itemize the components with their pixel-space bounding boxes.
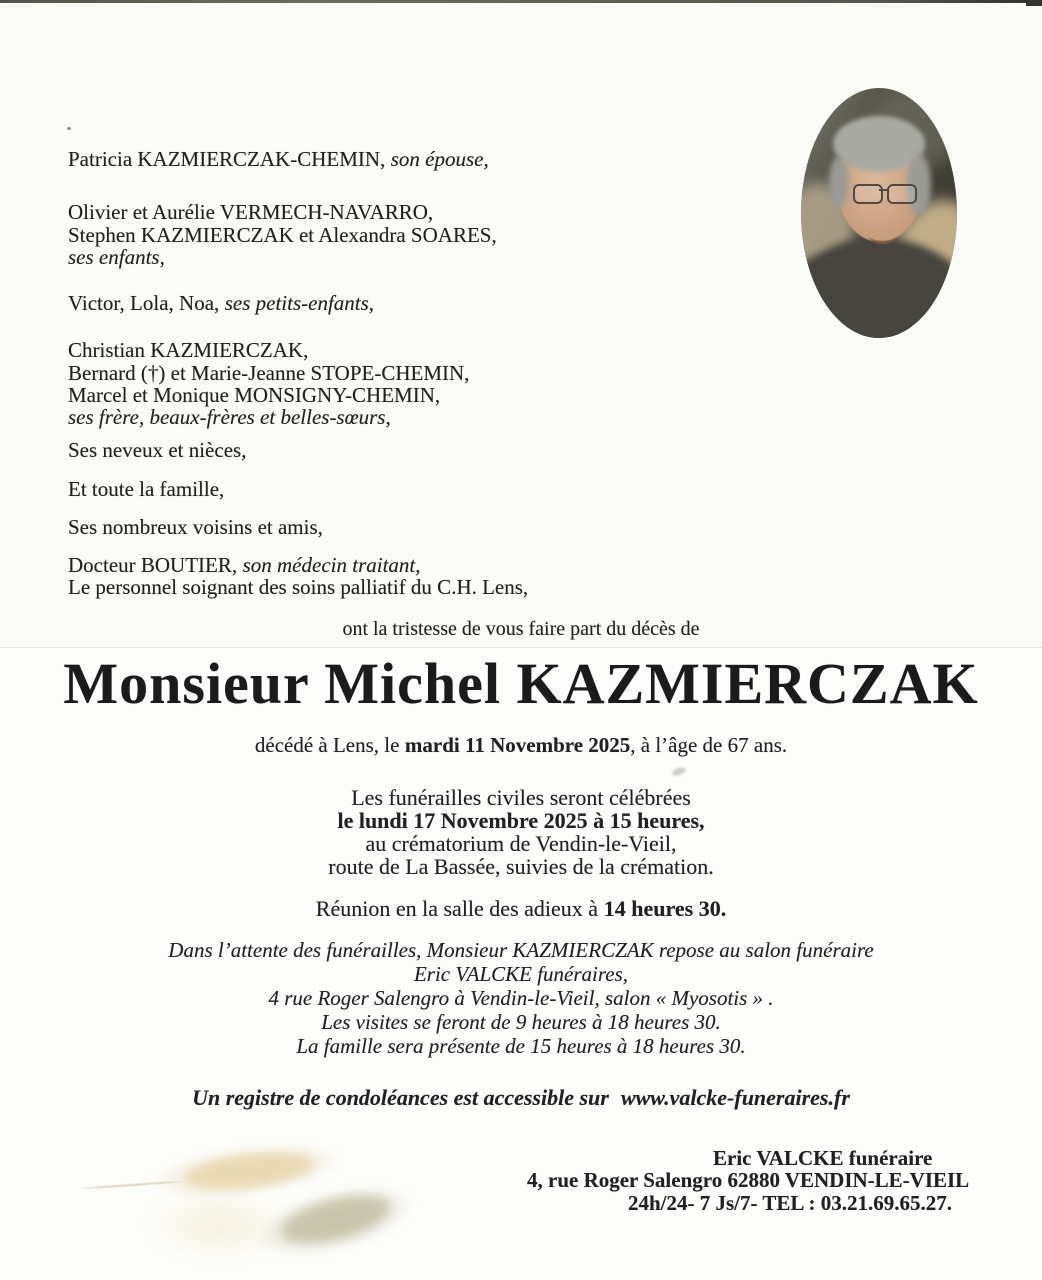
repose-line-4: Les visites se feront de 9 heures à 18 heures 30. — [321, 1010, 721, 1034]
family-line-doctor — [68, 554, 421, 577]
family-line-children-2: Stephen KAZMIERCZAK et Alexandra SOARES, — [68, 223, 497, 247]
deceased-portrait-photo — [801, 88, 957, 338]
condolences-prefix: Un registre de condoléances est accessible sur — [192, 1085, 609, 1110]
scan-speck — [67, 127, 71, 130]
photo-smile — [869, 228, 897, 244]
family-line-siblings-2: Bernard (†) et Marie-Jeanne STOPE-CHEMIN, — [68, 361, 470, 385]
spouse-names: Patricia KAZMIERCZAK-CHEMIN, — [68, 147, 386, 171]
gathering-time: 14 heures 30. — [603, 896, 727, 921]
family-line-care-staff: Le personnel soignant des soins palliatif du C.H. Lens, — [68, 575, 529, 599]
gathering-prefix: Réunion en la salle des adieux à — [315, 896, 599, 921]
family-line-whole-family: Et toute la famille, — [68, 477, 225, 501]
family-line-grandchildren — [68, 292, 374, 315]
spouse-relation: son épouse, — [390, 147, 489, 171]
photo-glasses — [853, 184, 883, 204]
ceremony-line-4: route de La Bassée, suivies de la crémation. — [328, 854, 714, 879]
funeral-home-address: 4, rue Roger Salengro 62880 VENDIN-LE-VIEIL — [527, 1168, 970, 1192]
photo-glasses — [887, 184, 917, 204]
photo-sweater — [801, 238, 957, 338]
repose-line-3: 4 rue Roger Salengro à Vendin-le-Vieil, salon « Myosotis » . — [268, 986, 774, 1010]
repose-line-1: Dans l’attente des funérailles, Monsieur KAZMIERCZAK repose au salon funéraire — [168, 938, 874, 962]
family-line-siblings-1: Christian KAZMIERCZAK, — [68, 338, 309, 362]
scan-corner-mark — [1026, 0, 1042, 6]
repose-line-5: La famille sera présente de 15 heures à 18 heures 30. — [296, 1034, 746, 1058]
family-line-spouse — [68, 148, 489, 171]
doctor-names: Docteur BOUTIER, — [68, 553, 238, 577]
grandchildren-names: Victor, Lola, Noa, — [68, 291, 220, 315]
gathering-line — [0, 896, 1042, 922]
ceremony-line-2: le lundi 17 Novembre 2025 à 15 heures, — [337, 808, 705, 833]
scan-seam-line — [0, 647, 1042, 648]
photo-glasses — [879, 189, 888, 191]
ceremony-line-3: au crématorium de Vendin-le-Vieil, — [365, 831, 677, 856]
deceased-name-title: Monsieur Michel KAZMIERCZAK — [63, 651, 979, 716]
grandchildren-relation: ses petits-enfants, — [224, 291, 375, 315]
scan-smudge — [671, 766, 687, 777]
repose-line-2: Eric VALCKE funéraires, — [413, 962, 629, 986]
death-line — [0, 733, 1042, 758]
condolences-website: www.valcke-funeraires.fr — [620, 1085, 850, 1110]
children-relation: ses enfants, — [68, 245, 165, 269]
ceremony-line-1: Les funérailles civiles seront célébrées — [351, 785, 691, 810]
funeral-home-name: Eric VALCKE funéraire — [713, 1146, 933, 1170]
doctor-relation: son médecin traitant, — [242, 553, 421, 577]
family-line-siblings-3: Marcel et Monique MONSIGNY-CHEMIN, — [68, 383, 441, 407]
photo-hair — [829, 156, 849, 208]
death-date: mardi 11 Novembre 2025 — [404, 733, 631, 757]
scan-top-edge — [0, 0, 1042, 3]
family-line-nephews: Ses neveux et nièces, — [68, 438, 247, 462]
announcement-intro: ont la tristesse de vous faire part du décès de — [342, 618, 700, 640]
family-line-neighbors: Ses nombreux voisins et amis, — [68, 515, 323, 539]
death-prefix: décédé à Lens, le — [254, 733, 400, 757]
siblings-relation: ses frère, beaux-frères et belles-sœurs, — [68, 405, 391, 429]
death-suffix: , à l’âge de 67 ans. — [630, 733, 788, 757]
family-line-children-1: Olivier et Aurélie VERMECH-NAVARRO, — [68, 200, 434, 224]
dried-grass-decoration — [90, 1140, 430, 1270]
condolences-line — [0, 1085, 1042, 1111]
funeral-home-hours-phone: 24h/24- 7 Js/7- TEL : 03.21.69.65.27. — [628, 1191, 952, 1215]
